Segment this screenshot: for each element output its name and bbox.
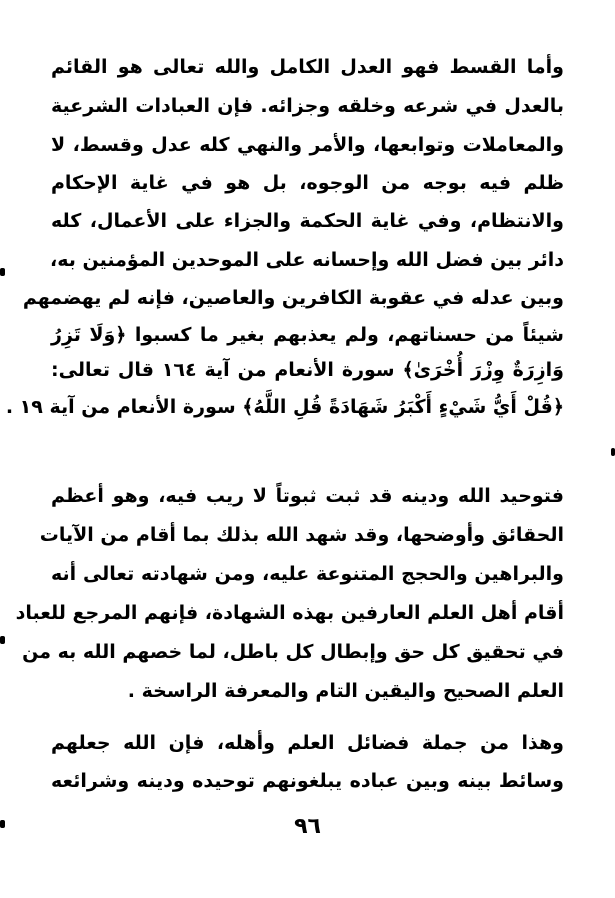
paragraph-1-line-1: وأما القسط فهو العدل الكامل والله تعالى هو القائم	[51, 56, 564, 78]
paragraph-2-line-3: والبراهين والحجج المتنوعة عليه، ومن شهادته تعالى أنه	[51, 563, 564, 585]
paragraph-2-line-4: أقام أهل العلم العارفين بهذه الشهادة، فإنهم المرجع للعباد	[15, 602, 564, 624]
scan-mark	[0, 636, 5, 644]
paragraph-2-line-1: فتوحيد الله ودينه قد ثبت ثبوتاً لا ريب فيه، وهو أعظم	[51, 485, 564, 507]
paragraph-1-line-8: شيئاً من حسناتهم، ولم يعذبهم بغير ما كسبوا ﴿وَلَا تَزِرُ	[51, 324, 564, 346]
paragraph-1-line-10: ﴿قُلْ أَيُّ شَيْءٍ أَكْبَرُ شَهَادَةً قُلِ اللَّهُ﴾ سورة الأنعام من آية ١٩ .	[5, 396, 564, 418]
paragraph-1-line-2: بالعدل في شرعه وخلقه وجزائه. فإن العبادات الشرعية	[51, 95, 564, 117]
paragraph-3-line-2: وسائط بينه وبين عباده يبلغونهم توحيده ودينه وشرائعه	[51, 770, 564, 792]
paragraph-1-line-5: والانتظام، وفي غاية الحكمة والجزاء على الأعمال، كله	[51, 210, 564, 232]
paragraph-2-line-6: العلم الصحيح واليقين التام والمعرفة الراسخة .	[127, 680, 564, 702]
paragraph-3-line-1: وهذا من جملة فضائل العلم وأهله، فإن الله جعلهم	[51, 732, 564, 754]
scan-mark	[0, 268, 5, 276]
paragraph-1-line-3: والمعاملات وتوابعها، والأمر والنهي كله عدل وقسط، لا	[51, 134, 564, 156]
paragraph-2-line-2: الحقائق وأوضحها، وقد شهد الله بذلك بما أقام من الآيات	[39, 524, 564, 546]
paragraph-1-line-4: ظلم فيه بوجه من الوجوه، بل هو في غاية الإحكام	[51, 172, 564, 194]
paragraph-1-line-7: وبين عدله في عقوبة الكافرين والعاصين، فإنه لم يهضمهم	[22, 287, 564, 309]
scan-mark	[611, 448, 615, 456]
page-number: ٩٦	[294, 814, 321, 839]
paragraph-2-line-5: في تحقيق كل حق وإبطال كل باطل، لما خصهم الله به من	[22, 641, 564, 663]
scan-mark	[0, 820, 5, 828]
paragraph-1-line-6: دائر بين فضل الله وإحسانه على الموحدين المؤمنين به،	[49, 249, 564, 271]
paragraph-1-line-9: وَازِرَةٌ وِزْرَ أُخْرَىٰ﴾ سورة الأنعام من آية ١٦٤ قال تعالى:	[51, 359, 564, 381]
